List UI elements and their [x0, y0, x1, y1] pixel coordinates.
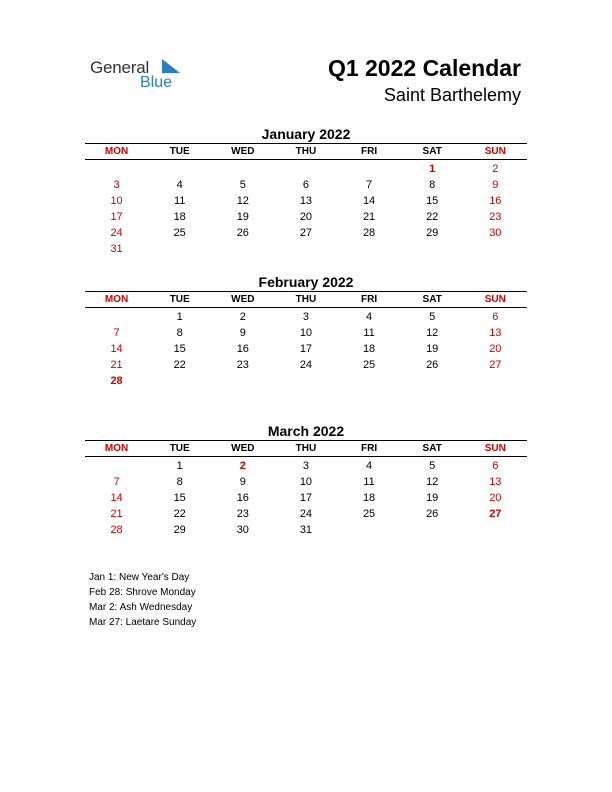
week-row	[85, 325, 527, 341]
holiday-note: Mar 27: Laetare Sunday	[89, 617, 197, 628]
week-row	[85, 309, 527, 325]
day-cell: 3	[302, 311, 309, 323]
weekday-label: SAT	[422, 146, 442, 157]
day-cell: 3	[302, 460, 309, 472]
month-february	[85, 273, 527, 389]
day-cell: 11	[363, 476, 375, 488]
day-cell: 24	[299, 359, 313, 371]
day-cell: 9	[239, 327, 246, 339]
week-row	[85, 522, 527, 538]
weekday-label: THU	[295, 146, 317, 157]
day-cell: 23	[236, 359, 249, 371]
weekday-label: WED	[231, 294, 255, 305]
day-cell: 10	[299, 327, 313, 339]
day-cell: 1	[176, 311, 183, 323]
day-cell: 6	[492, 311, 499, 323]
day-cell: 9	[492, 179, 499, 191]
day-cell: 6	[302, 179, 309, 191]
weekday-label: SAT	[422, 443, 442, 454]
day-cell	[464, 373, 527, 389]
day-cell: 10	[299, 476, 313, 488]
week-row	[85, 161, 527, 177]
day-cell: 22	[173, 508, 186, 520]
day-cell: 8	[176, 476, 183, 488]
day-cell	[148, 241, 211, 257]
page-title: Q1 2022 Calendar	[327, 55, 521, 81]
day-cell: 25	[362, 508, 376, 520]
day-cell: 16	[489, 195, 502, 207]
day-cell: 1	[429, 163, 436, 175]
weekday-label: TUE	[169, 443, 190, 454]
day-cell: 15	[173, 343, 186, 355]
day-cell: 13	[489, 476, 502, 488]
day-cell: 20	[489, 343, 502, 355]
day-cell: 31	[110, 243, 123, 255]
day-cell: 7	[113, 476, 120, 488]
day-cell: 17	[299, 343, 313, 355]
day-cell	[274, 161, 337, 177]
weekday-label: SUN	[484, 146, 506, 157]
week-row	[85, 341, 527, 357]
day-cell: 9	[239, 476, 246, 488]
day-cell: 29	[426, 227, 439, 239]
day-cell: 7	[366, 179, 373, 191]
weekday-label: TUE	[169, 146, 190, 157]
day-cell	[464, 241, 527, 257]
day-cell: 15	[173, 492, 186, 504]
day-cell: 24	[110, 227, 123, 239]
day-cell	[401, 241, 464, 257]
day-cell: 18	[362, 492, 376, 504]
day-cell	[85, 309, 148, 325]
day-cell: 19	[426, 343, 439, 355]
day-cell: 31	[299, 524, 313, 536]
day-cell: 26	[426, 508, 439, 520]
day-cell: 22	[173, 359, 186, 371]
day-cell	[338, 522, 401, 538]
day-cell	[274, 241, 337, 257]
weekday-label: SUN	[484, 294, 506, 305]
day-cell: 17	[110, 211, 123, 223]
weekday-label: THU	[295, 443, 317, 454]
week-row	[85, 241, 527, 257]
logo-flag-icon	[162, 59, 180, 73]
holiday-notes	[89, 570, 196, 630]
day-cell: 12	[426, 327, 439, 339]
weekday-label: TUE	[169, 294, 190, 305]
day-cell: 7	[113, 327, 120, 339]
day-cell: 25	[362, 359, 376, 371]
day-cell: 20	[489, 492, 502, 504]
day-cell: 21	[110, 359, 123, 371]
day-cell: 10	[110, 195, 123, 207]
day-cell: 2	[492, 163, 499, 175]
day-cell: 23	[489, 211, 502, 223]
day-cell: 27	[299, 227, 313, 239]
day-cell: 8	[429, 179, 436, 191]
day-cell: 14	[110, 492, 123, 504]
logo	[90, 58, 200, 92]
day-cell	[211, 373, 274, 389]
week-row	[85, 490, 527, 506]
day-cell: 28	[110, 524, 123, 536]
weekday-label: WED	[231, 443, 255, 454]
day-cell: 30	[236, 524, 249, 536]
week-row	[85, 506, 527, 522]
day-cell: 20	[299, 211, 313, 223]
day-cell: 18	[173, 211, 186, 223]
day-cell: 4	[366, 311, 373, 323]
day-cell	[211, 241, 274, 257]
week-row	[85, 357, 527, 373]
day-cell: 25	[173, 227, 186, 239]
day-cell: 4	[176, 179, 183, 191]
day-cell: 28	[362, 227, 376, 239]
month-march	[85, 422, 527, 538]
day-cell: 26	[236, 227, 249, 239]
day-cell	[338, 161, 401, 177]
day-cell: 3	[113, 179, 120, 191]
day-cell: 4	[366, 460, 373, 472]
day-cell	[464, 522, 527, 538]
weekday-header	[85, 291, 527, 308]
day-cell: 19	[236, 211, 249, 223]
day-cell: 27	[489, 508, 502, 520]
day-cell	[85, 161, 148, 177]
day-cell: 12	[426, 476, 439, 488]
day-cell: 19	[426, 492, 439, 504]
weekday-label: MON	[104, 294, 129, 305]
week-row	[85, 373, 527, 389]
day-cell: 28	[110, 375, 123, 387]
weekday-label: SUN	[484, 443, 506, 454]
weekday-label: SAT	[422, 294, 442, 305]
week-row	[85, 209, 527, 225]
day-cell: 6	[492, 460, 499, 472]
day-cell	[211, 161, 274, 177]
day-cell	[148, 161, 211, 177]
day-cell: 29	[173, 524, 186, 536]
logo-text-general: General	[90, 58, 150, 77]
day-cell: 12	[236, 195, 249, 207]
day-cell: 2	[239, 460, 246, 472]
day-cell: 18	[362, 343, 376, 355]
day-cell: 1	[176, 460, 183, 472]
day-cell	[401, 522, 464, 538]
day-cell: 21	[110, 508, 123, 520]
weekday-label: FRI	[361, 443, 378, 454]
day-cell: 14	[110, 343, 123, 355]
week-row	[85, 193, 527, 209]
day-cell: 22	[426, 211, 439, 223]
day-cell: 2	[239, 311, 246, 323]
week-row	[85, 225, 527, 241]
weekday-label: MON	[104, 443, 129, 454]
month-title: January 2022	[261, 126, 351, 142]
day-cell: 5	[239, 179, 246, 191]
weekday-label: MON	[104, 146, 129, 157]
day-cell	[85, 458, 148, 474]
day-cell: 26	[426, 359, 439, 371]
holiday-note: Mar 2: Ash Wednesday	[89, 602, 193, 613]
week-row	[85, 177, 527, 193]
weekday-label: FRI	[361, 146, 378, 157]
day-cell: 11	[363, 327, 375, 339]
day-cell	[401, 373, 464, 389]
day-cell: 16	[236, 492, 249, 504]
day-cell	[338, 241, 401, 257]
holiday-note: Feb 28: Shrove Monday	[89, 587, 196, 598]
day-cell: 5	[429, 311, 436, 323]
day-cell: 14	[362, 195, 376, 207]
weekday-label: WED	[231, 146, 255, 157]
day-cell: 17	[299, 492, 313, 504]
weekday-header	[85, 143, 527, 160]
day-cell	[338, 373, 401, 389]
logo-text-blue: Blue	[140, 74, 173, 91]
weekday-header	[85, 440, 527, 457]
month-january	[85, 125, 527, 257]
day-cell: 16	[236, 343, 249, 355]
day-cell: 13	[299, 195, 313, 207]
day-cell: 30	[489, 227, 502, 239]
day-cell	[274, 373, 337, 389]
weekday-label: FRI	[361, 294, 378, 305]
day-cell: 21	[362, 211, 376, 223]
day-cell	[148, 373, 211, 389]
day-cell: 27	[489, 359, 502, 371]
holiday-note: Jan 1: New Year's Day	[89, 572, 190, 583]
day-cell: 13	[489, 327, 502, 339]
week-row	[85, 458, 527, 474]
week-row	[85, 474, 527, 490]
day-cell: 5	[429, 460, 436, 472]
day-cell: 11	[173, 195, 186, 207]
weekday-label: THU	[295, 294, 317, 305]
month-title: February 2022	[258, 274, 354, 290]
month-title: March 2022	[267, 423, 345, 439]
day-cell: 23	[236, 508, 249, 520]
day-cell: 24	[299, 508, 313, 520]
day-cell: 15	[426, 195, 439, 207]
page-subtitle: Saint Barthelemy	[383, 85, 521, 105]
day-cell: 8	[176, 327, 183, 339]
